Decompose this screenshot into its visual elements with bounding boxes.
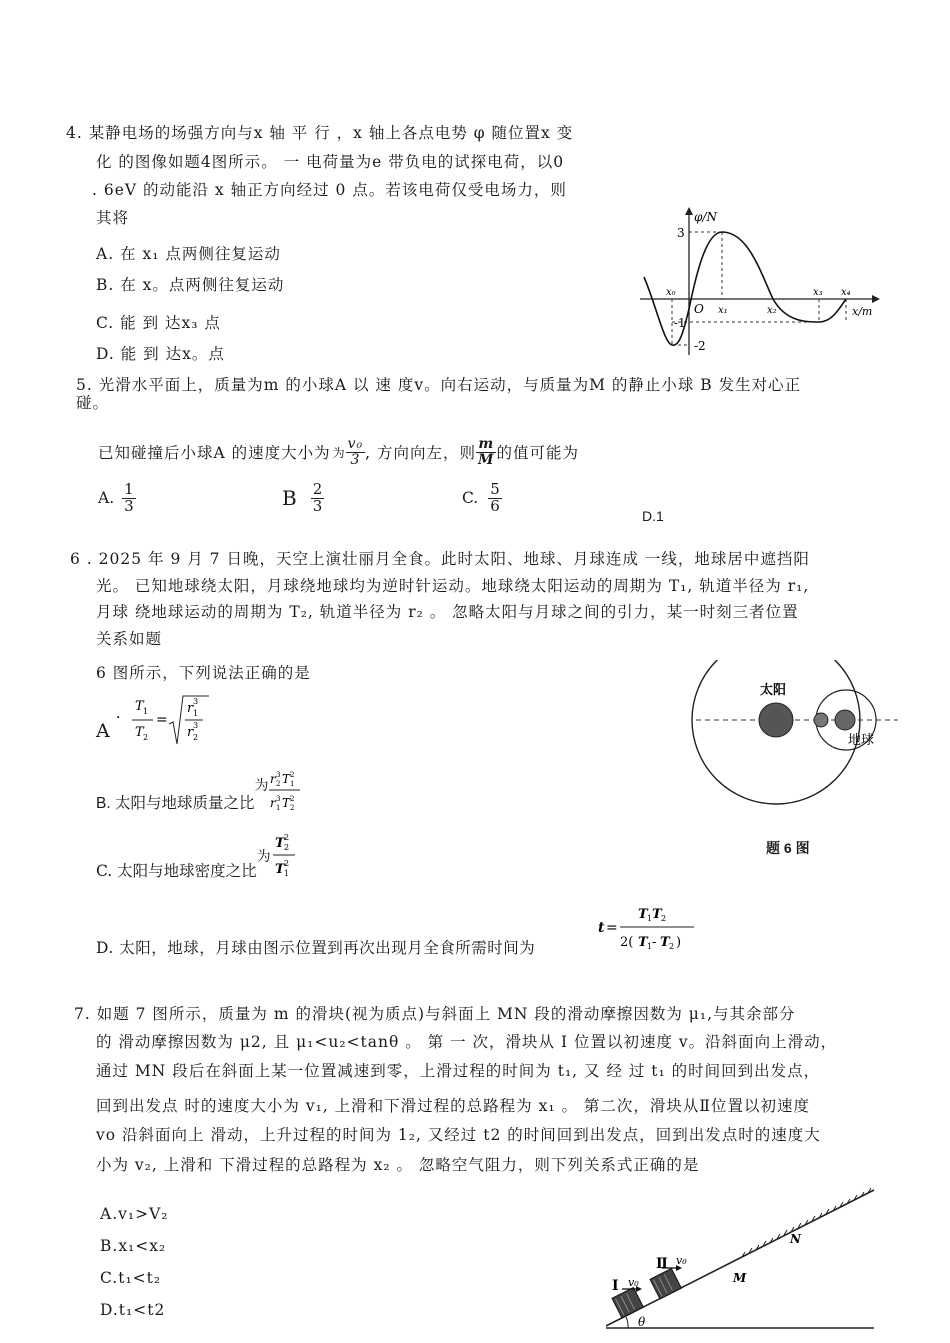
q5-condition-mid: , 方向向左，则 (365, 444, 477, 462)
label-v0-2: v₀ (676, 1254, 687, 1267)
q6-orbit-figure (690, 660, 910, 830)
q4-option-b: B. 在 x。点两侧往复运动 (96, 276, 285, 294)
x-axis-label: x/m (852, 305, 873, 318)
q5-option-b (282, 482, 324, 515)
q5-condition (98, 422, 579, 482)
block-position-2 (650, 1269, 681, 1299)
q6-line-3: 月球 绕地球运动的周期为 T₂, 轨道半径为 r₂ 。 忽略太阳与月球之间的引力，某一时刻三者位置 (96, 603, 799, 621)
sun-label: 太阳 (760, 683, 787, 698)
svg-text:3: 3 (276, 771, 281, 779)
q5-line-1: 5. 光滑水平面上，质量为m 的小球A 以 速 度v。向右运动，与质量为M 的静止小球 B 发生对心正 (76, 376, 802, 394)
q6-option-c-prefix: 为 (256, 849, 271, 865)
svg-text:r: r (186, 725, 193, 740)
svg-text:1: 1 (283, 869, 289, 878)
q6-line-1: 6 . 2025 年 9 月 7 日晚，天空上演壮丽月全食。此时太阳、地球、月球连成 一线，地球居中遮挡阳 (70, 550, 810, 568)
q7-line-3: 通过 MN 段后在斜面上某一位置减速到零，上滑过程的时间为 t₁, 又 经 过 t₁ 的时间回到出发点， (96, 1062, 821, 1080)
svg-text:T: T (660, 935, 670, 950)
sun (759, 703, 793, 737)
svg-text:=: = (155, 712, 168, 728)
q5-frac-prefix: 为 (332, 445, 346, 460)
q5-option-c-fraction (488, 482, 502, 515)
q5-condition-pre: 已知碰撞后小球A 的速度大小为 (98, 444, 331, 462)
q5-option-a-label: A. (98, 489, 115, 508)
svg-text:r: r (270, 772, 277, 786)
svg-text:2: 2 (669, 942, 675, 951)
svg-text:1: 1 (192, 709, 198, 718)
svg-text:1: 1 (647, 914, 653, 923)
svg-text:2: 2 (276, 780, 281, 788)
svg-text:T: T (638, 907, 648, 922)
q4-line-1: 4. 某静电场的场强方向与x 轴 平 行 ，x 轴上各点电势 φ 随位置x 变 (66, 124, 574, 142)
tick-neg2: -2 (694, 339, 706, 353)
q5-option-c (462, 482, 502, 515)
q5-option-a-den: 3 (124, 496, 134, 515)
svg-text:2: 2 (290, 771, 295, 779)
q5-condition-post: 的值可能为 (496, 444, 580, 462)
q6-option-a-formula (129, 690, 219, 750)
q4-line-4: 其将 (96, 209, 130, 227)
y-axis-label: φ/N (694, 210, 717, 224)
angle-arc (626, 1317, 628, 1328)
q7-incline-figure (600, 1186, 880, 1334)
svg-text:2: 2 (142, 733, 148, 742)
tick-3: 3 (677, 226, 685, 240)
svg-text:-: - (652, 935, 657, 950)
earth (835, 710, 855, 730)
q7-line-4: 回到出发点 时的速度大小为 v₁, 上滑和下滑过程的总路程为 x₁ 。 第二次，滑块从Ⅱ位置以初速度 (96, 1097, 810, 1115)
q6-option-d-formula (596, 900, 700, 956)
svg-text:2(: 2( (620, 935, 634, 950)
q4-line-3: . 6eV 的动能沿 x 轴正方向经过 0 点。若该电荷仅受电场力，则 (92, 181, 567, 199)
q6-option-b-formula (268, 763, 308, 819)
svg-text:1: 1 (290, 780, 295, 788)
q5-option-b-den: 3 (312, 496, 323, 515)
q4-option-c: C. 能 到 达x₃ 点 (96, 314, 221, 332)
origin-label: O (694, 302, 704, 316)
tick-x4: x₄ (841, 287, 851, 298)
q5-option-b-label: B (282, 486, 297, 511)
q5-option-a-fraction (122, 482, 136, 515)
svg-text:2: 2 (283, 843, 289, 852)
svg-text:3: 3 (276, 795, 281, 803)
q5-ratio-num: m (478, 435, 495, 452)
q7-line-6: 小为 v₂, 上滑和 下滑过程的总路程为 x₂ 。 忽略空气阻力，则下列关系式正确的是 (96, 1156, 700, 1174)
label-position-1: I (612, 1278, 619, 1294)
q5-velocity-den: 3 (350, 451, 361, 468)
q5-option-c-den: 6 (490, 496, 500, 515)
earth-label: 地球 (848, 733, 875, 748)
tick-x1: x₁ (718, 305, 728, 316)
tick-x2: x₂ (767, 305, 777, 316)
svg-text:2: 2 (283, 833, 289, 842)
q5-ratio-fraction (476, 437, 497, 467)
moon (814, 713, 828, 727)
q6-line-5: 6 图所示，下列说法正确的是 (96, 664, 311, 682)
svg-text:3: 3 (192, 721, 198, 730)
svg-text:2: 2 (290, 795, 295, 803)
q7-option-b: B.x₁<x₂ (100, 1237, 167, 1255)
q7-line-2: 的 滑动摩擦因数为 μ2, 且 μ₁<u₂<tanθ 。 第 一 次，滑块从 I 位置以初速度 v。沿斜面向上滑动， (96, 1033, 838, 1051)
q4-option-a: A. 在 x₁ 点两侧往复运动 (96, 245, 281, 263)
q6-option-a-label: A (96, 720, 110, 742)
svg-text:1: 1 (142, 707, 148, 716)
svg-text:T: T (282, 796, 291, 810)
svg-text:t: t (598, 920, 605, 936)
q5-option-d: D.1 (642, 508, 664, 524)
svg-text:T: T (274, 862, 285, 877)
q6-option-b (96, 763, 308, 819)
svg-text:r: r (270, 796, 277, 810)
svg-text:1: 1 (276, 804, 281, 812)
q6-option-d: D. 太阳，地球，月球由图示位置到再次出现月全食所需时间为 (96, 939, 536, 957)
svg-text:T: T (652, 907, 662, 922)
q6-figure-caption: 题 6 图 (766, 840, 810, 856)
q5-velocity-fraction (346, 437, 366, 467)
svg-text:2: 2 (192, 733, 198, 742)
q4-option-d: D. 能 到 达x。点 (96, 345, 225, 363)
tick-x0: x₀ (666, 287, 676, 298)
q6-option-c-formula (271, 827, 307, 883)
q5-velocity-num: v₀ (347, 435, 364, 452)
q7-option-d: D.t₁<t2 (100, 1301, 166, 1319)
q5-ratio-den: M (478, 451, 495, 468)
label-position-2: Ⅱ (656, 1256, 668, 1272)
q4-line-2: 化 的图像如题4图所示。 一 电荷量为e 带负电的试探电荷，以0 (96, 153, 565, 171)
q5-option-a-num: 1 (124, 480, 134, 498)
q5-option-b-num: 2 (312, 480, 323, 498)
svg-text:2: 2 (290, 804, 295, 812)
label-m: M (733, 1271, 747, 1285)
svg-text:2: 2 (661, 914, 667, 923)
q6-option-c-text: C. 太阳与地球密度之比 (96, 862, 257, 880)
q5-option-c-label: C. (462, 489, 479, 508)
y-axis-arrow (685, 207, 693, 215)
q7-option-c: C.t₁<t₂ (100, 1269, 162, 1287)
label-v0-1: v₀ (628, 1276, 639, 1289)
label-theta: θ (638, 1315, 646, 1329)
q6-line-2: 光。 已知地球绕太阳，月球绕地球均为逆时针运动。地球绕太阳运动的周期为 T₁, 轨道半径为 r₁, (96, 577, 810, 595)
q6-line-4: 关系如题 (96, 630, 163, 648)
q5-line-2: 碰。 (76, 394, 110, 412)
svg-text:T: T (282, 772, 291, 786)
q6-option-c (96, 827, 307, 883)
q5-option-c-num: 5 (490, 480, 500, 498)
q7-line-5: vo 沿斜面向上 滑动，上升过程的时间为 1₂, 又经过 t2 的时间回到出发点，回到出发点时的速度大 (96, 1126, 821, 1144)
svg-text:3: 3 (192, 697, 198, 706)
q7-line-1: 7. 如题 7 图所示，质量为 m 的滑块(视为质点)与斜面上 MN 段的滑动摩擦因数为 μ₁,与其余部分 (74, 1005, 796, 1023)
svg-text:r: r (186, 701, 193, 716)
q6-option-b-prefix: 为 (254, 778, 269, 794)
q5-option-b-fraction (311, 482, 325, 515)
q6-option-b-text: B. 太阳与地球质量之比 (96, 795, 255, 812)
tick-x3: x₃ (813, 287, 823, 298)
q7-option-a: A.v₁>V₂ (100, 1205, 169, 1223)
svg-text:=: = (606, 920, 618, 936)
svg-text:T: T (134, 725, 144, 740)
q5-option-a (98, 482, 136, 515)
svg-text:T: T (638, 935, 648, 950)
x-axis-arrow (872, 295, 880, 303)
label-n: N (790, 1232, 801, 1246)
q4-potential-graph (636, 205, 886, 357)
svg-text:T: T (274, 836, 285, 851)
svg-text:T: T (134, 699, 144, 714)
tick-neg1: -1 (674, 316, 686, 330)
svg-text:2: 2 (283, 859, 289, 868)
q6-option-a: A . T 1 T 2 = r 3 1 r 3 2 (96, 690, 219, 750)
svg-text:1: 1 (647, 942, 653, 951)
svg-text:): ) (676, 935, 682, 950)
